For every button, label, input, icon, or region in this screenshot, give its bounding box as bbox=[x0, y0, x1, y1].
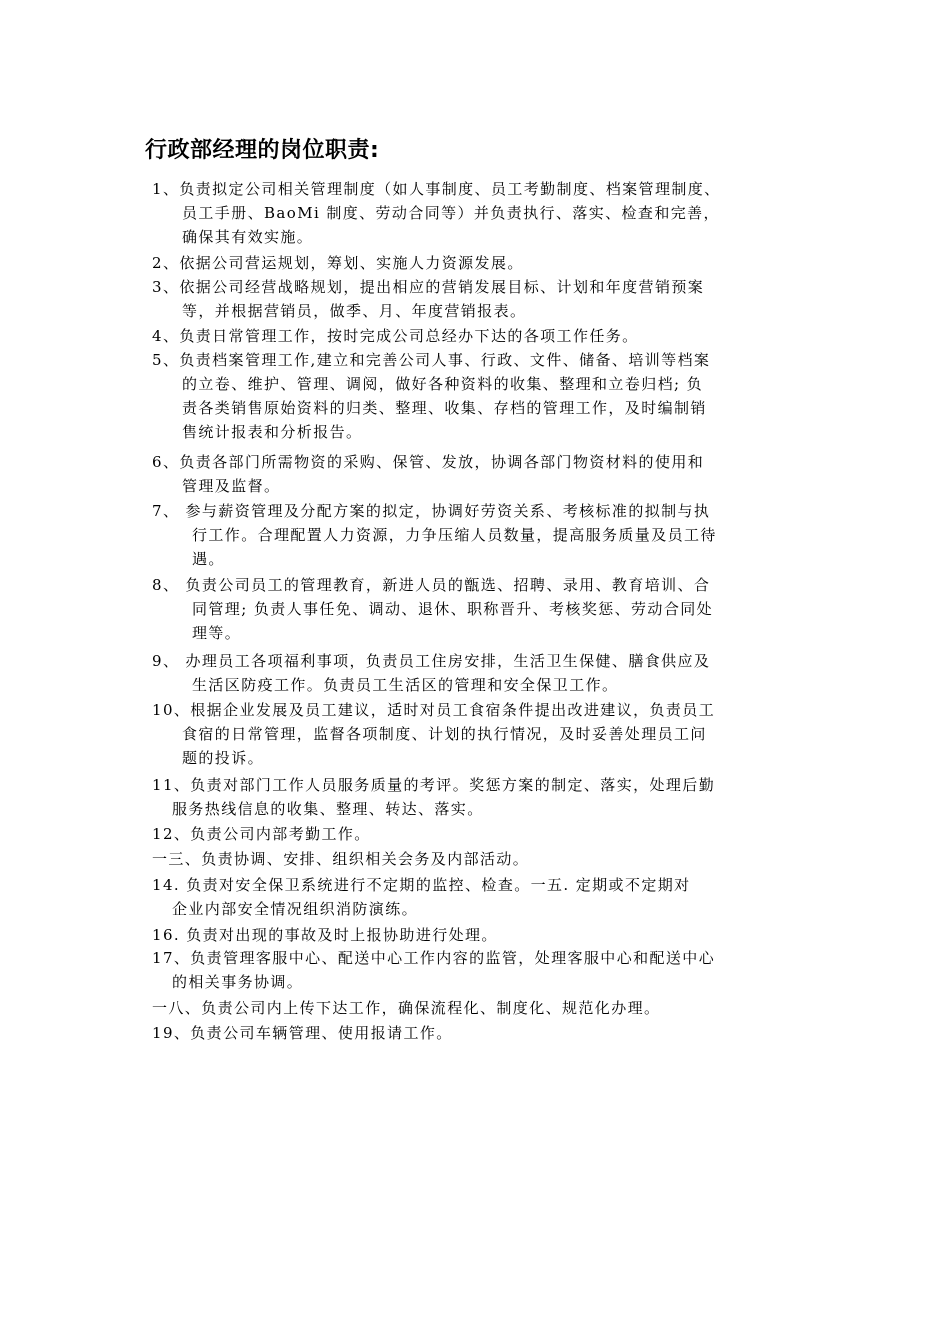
list-item-line: 6、负责各部门所需物资的采购、保管、发放，协调各部门物资材料的使用和 bbox=[152, 453, 705, 471]
list-item-line: 一三、负责协调、安排、组织相关会务及内部活动。 bbox=[152, 850, 530, 868]
list-item-line: 确保其有效实施。 bbox=[182, 228, 314, 246]
list-item-16 bbox=[152, 946, 812, 994]
list-item-line: 14. 负责对安全保卫系统进行不定期的监控、检查。一五. 定期或不定期对 bbox=[152, 876, 691, 894]
list-item-line: 的立卷、维护、管理、调阅，做好各种资料的收集、整理和立卷归档; 负 bbox=[182, 375, 704, 393]
list-item-4 bbox=[152, 324, 812, 348]
list-item-15 bbox=[152, 923, 812, 947]
list-item-line: 员工手册、BaoMi 制度、劳动合同等）并负责执行、落实、检查和完善， bbox=[182, 204, 720, 222]
page-title: 行政部经理的岗位职责: bbox=[145, 138, 380, 163]
list-item-8 bbox=[152, 573, 812, 645]
list-item-line: 等，并根据营销员，做季、月、年度营销报表。 bbox=[182, 302, 527, 320]
list-item-line: 2、依据公司营运规划，筹划、实施人力资源发展。 bbox=[152, 254, 524, 272]
list-item-18 bbox=[152, 1021, 812, 1045]
list-item-line: 10、根据企业发展及员工建议，适时对员工食宿条件提出改进建议，负责员工 bbox=[152, 701, 716, 719]
list-item-13 bbox=[152, 847, 812, 871]
list-item-line: 5、负责档案管理工作,建立和完善公司人事、行政、文件、储备、培训等档案 bbox=[152, 351, 711, 369]
list-item-1 bbox=[152, 177, 812, 249]
list-item-line: 17、负责管理客服中心、配送中心工作内容的监管，处理客服中心和配送中心 bbox=[152, 949, 716, 967]
list-item-line: 19、负责公司车辆管理、使用报请工作。 bbox=[152, 1024, 453, 1042]
list-item-line: 理等。 bbox=[192, 624, 242, 642]
list-item-line: 同管理; 负责人事任免、调动、退休、职称晋升、考核奖惩、劳动合同处 bbox=[192, 600, 714, 618]
list-item-line: 企业内部安全情况组织消防演练。 bbox=[172, 900, 419, 918]
list-item-line: 1、负责拟定公司相关管理制度（如人事制度、员工考勤制度、档案管理制度、 bbox=[152, 180, 721, 198]
list-item-line: 16. 负责对出现的事故及时上报协助进行处理。 bbox=[152, 926, 498, 944]
list-item-3 bbox=[152, 275, 812, 323]
list-item-line: 生活区防疫工作。负责员工生活区的管理和安全保卫工作。 bbox=[192, 676, 619, 694]
list-item-line: 一八、负责公司内上传下达工作，确保流程化、制度化、规范化办理。 bbox=[152, 999, 661, 1017]
list-item-line: 题的投诉。 bbox=[182, 749, 265, 767]
list-item-line: 8、 负责公司员工的管理教育，新进人员的甑选、招聘、录用、教育培训、合 bbox=[152, 576, 711, 594]
list-item-line: 12、负责公司内部考勤工作。 bbox=[152, 825, 371, 843]
list-item-11 bbox=[152, 773, 812, 821]
list-item-line: 行工作。合理配置人力资源，力争压缩人员数量，提高服务质量及员工待 bbox=[192, 526, 717, 544]
list-item-line: 服务热线信息的收集、整理、转达、落实。 bbox=[172, 800, 484, 818]
list-item-line: 遇。 bbox=[192, 550, 225, 568]
list-item-6 bbox=[152, 450, 812, 498]
list-item-10 bbox=[152, 698, 812, 770]
list-item-12 bbox=[152, 822, 812, 846]
list-item-17 bbox=[152, 996, 812, 1020]
list-item-5 bbox=[152, 348, 812, 444]
list-item-line: 责各类销售原始资料的归类、整理、收集、存档的管理工作，及时编制销 bbox=[182, 399, 707, 417]
list-item-line: 售统计报表和分析报告。 bbox=[182, 423, 363, 441]
list-item-line: 9、 办理员工各项福利事项，负责员工住房安排，生活卫生保健、膳食供应及 bbox=[152, 652, 711, 670]
list-item-line: 11、负责对部门工作人员服务质量的考评。奖惩方案的制定、落实，处理后勤 bbox=[152, 776, 716, 794]
list-item-line: 的相关事务协调。 bbox=[172, 973, 304, 991]
list-item-9 bbox=[152, 649, 812, 697]
list-item-line: 7、 参与薪资管理及分配方案的拟定，协调好劳资关系、考核标准的拟制与执 bbox=[152, 502, 711, 520]
list-item-line: 食宿的日常管理，监督各项制度、计划的执行情况，及时妥善处理员工问 bbox=[182, 725, 707, 743]
list-item-2 bbox=[152, 251, 812, 275]
list-item-7 bbox=[152, 499, 812, 571]
list-item-line: 4、负责日常管理工作，按时完成公司总经办下达的各项工作任务。 bbox=[152, 327, 639, 345]
list-item-line: 管理及监督。 bbox=[182, 477, 281, 495]
list-item-line: 3、依据公司经营战略规划，提出相应的营销发展目标、计划和年度营销预案 bbox=[152, 278, 705, 296]
list-item-14 bbox=[152, 873, 812, 921]
